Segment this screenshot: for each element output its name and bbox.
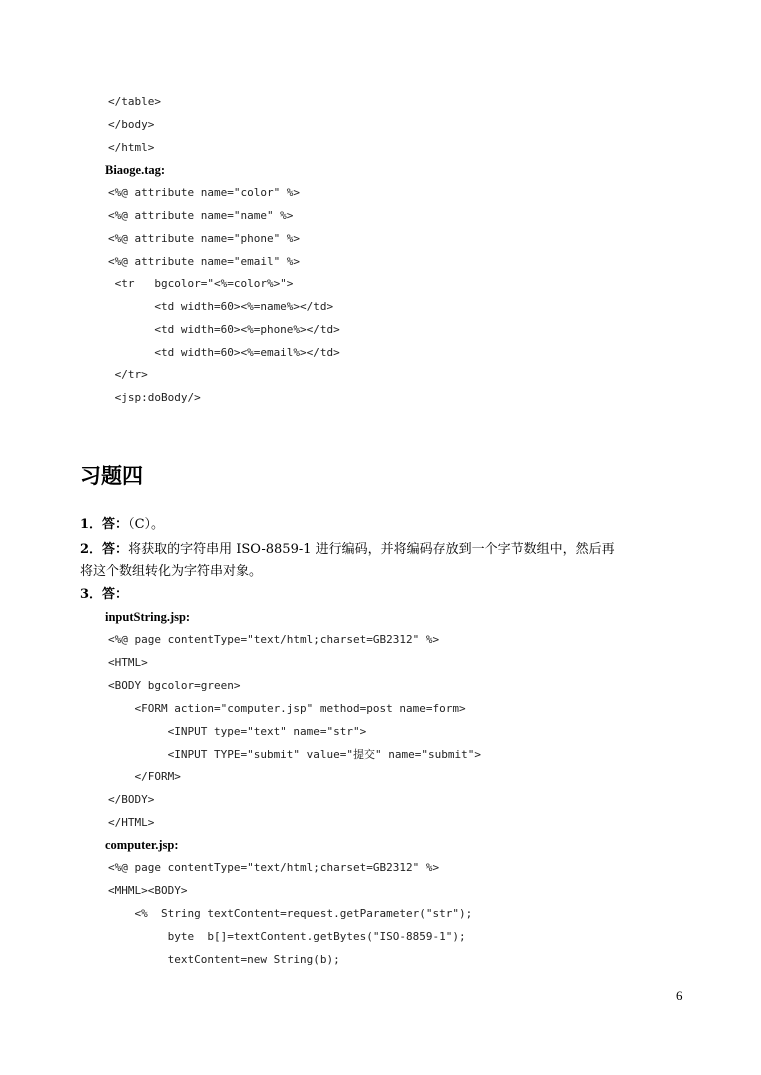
answer-number: 3． [80,587,103,602]
code-line: <td width=60><%=email%></td> [108,346,340,359]
code-line: </tr> [108,368,148,381]
code-line: <MHML><BODY> [108,884,188,897]
code-line: </HTML> [108,816,155,829]
code-line: <%@ attribute name="name" %> [108,209,294,222]
answer-2 [80,539,615,561]
code-line: <tr bgcolor="<%=color%>"> [108,277,294,290]
file-label-computer: computer.jsp: [105,838,179,852]
code-line: <td width=60><%=phone%></td> [108,323,340,336]
code-line: <jsp:doBody/> [108,391,201,404]
code-line: </html> [108,141,155,154]
section-heading: 习题四 [80,464,143,488]
code-line: </FORM> [108,770,181,783]
code-line: <FORM action="computer.jsp" method=post name=form> [108,702,466,715]
answer-text: （C）。 [128,517,165,532]
code-line: <%@ attribute name="phone" %> [108,232,301,245]
code-line: <BODY bgcolor=green> [108,679,241,692]
code-line: <%@ attribute name="email" %> [108,255,301,268]
answer-text: 将获取的字符串用 ISO-8859-1 进行编码，并将编码存放到一个字节数组中，然后再 [128,542,615,557]
file-label-biaoge: Biaoge.tag: [105,163,166,177]
code-line: <%@ attribute name="color" %> [108,186,301,199]
code-line: textContent=new String(b); [108,953,340,966]
answer-1 [80,514,164,536]
code-line: <%@ page contentType="text/html;charset=GB2312" %> [108,861,440,874]
page-number: 6 [676,988,683,1003]
answer-number: 2． [80,542,103,557]
code-line: </body> [108,118,155,131]
code-line: <%@ page contentType="text/html;charset=GB2312" %> [108,633,440,646]
answer-label: 答： [102,542,129,557]
code-line: <HTML> [108,656,148,669]
answer-label: 答： [102,517,129,532]
file-label-inputstring: inputString.jsp: [105,610,191,624]
code-line: </table> [108,95,161,108]
answer-3 [80,584,128,606]
code-line: <INPUT type="text" name="str"> [108,725,367,738]
code-line: </BODY> [108,793,155,806]
code-line: byte b[]=textContent.getBytes("ISO-8859-1"); [108,930,466,943]
answer-number: 1． [80,517,103,532]
code-line: <td width=60><%=name%></td> [108,300,334,313]
answer-2-continued: 将这个数组转化为字符串对象。 [80,564,263,579]
code-line: <INPUT TYPE="submit" value="提交" name="submit"> [108,748,481,761]
answer-label: 答： [102,587,129,602]
code-line: <% String textContent=request.getParameter("str"); [108,907,473,920]
